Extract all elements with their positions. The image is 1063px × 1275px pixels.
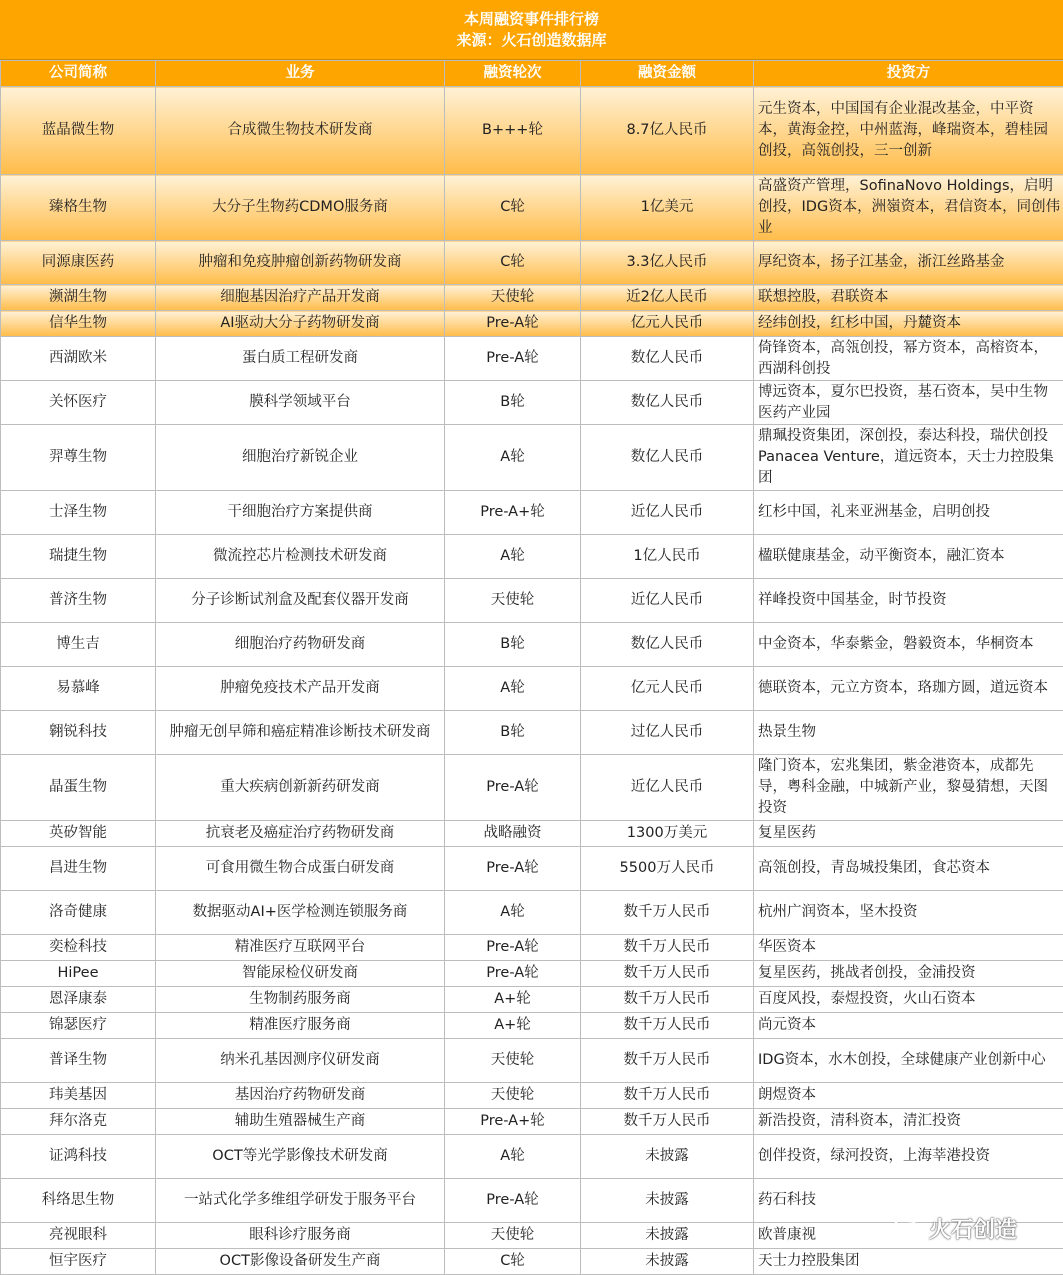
- cell-company: 科络思生物: [1, 1179, 156, 1223]
- table-row: [1, 821, 1063, 847]
- title-block: [0, 0, 1063, 60]
- table-row: [1, 175, 1063, 241]
- cell-company: 拜尔洛克: [1, 1109, 156, 1135]
- cell-investors: 联想控股，君联资本: [754, 285, 1063, 311]
- cell-amount: 数千万人民币: [581, 1013, 754, 1039]
- cell-company: 锦瑟医疗: [1, 1013, 156, 1039]
- cell-company: 臻格生物: [1, 175, 156, 241]
- cell-business: 数据驱动AI+医学检测连锁服务商: [156, 891, 445, 935]
- cell-amount: 8.7亿人民币: [581, 87, 754, 175]
- cell-round: Pre-A轮: [445, 755, 581, 821]
- cell-round: A轮: [445, 667, 581, 711]
- table-row: [1, 1013, 1063, 1039]
- cell-investors: 杭州广润资本，坚木投资: [754, 891, 1063, 935]
- table-row: [1, 1249, 1063, 1275]
- table-row: [1, 285, 1063, 311]
- cell-business: 生物制药服务商: [156, 987, 445, 1013]
- cell-round: Pre-A+轮: [445, 491, 581, 535]
- cell-business: 抗衰老及癌症治疗药物研发商: [156, 821, 445, 847]
- cell-amount: 数千万人民币: [581, 1109, 754, 1135]
- cell-investors: 新浩投资，清科资本，清汇投资: [754, 1109, 1063, 1135]
- cell-round: C轮: [445, 1249, 581, 1275]
- cell-investors: 药石科技: [754, 1179, 1063, 1223]
- cell-business: 大分子生物药CDMO服务商: [156, 175, 445, 241]
- cell-investors: 红杉中国，礼来亚洲基金，启明创投: [754, 491, 1063, 535]
- table-row: [1, 935, 1063, 961]
- table-row: [1, 491, 1063, 535]
- cell-business: 一站式化学多维组学研发于服务平台: [156, 1179, 445, 1223]
- cell-round: 天使轮: [445, 579, 581, 623]
- cell-amount: 数千万人民币: [581, 961, 754, 987]
- table-row: [1, 87, 1063, 175]
- cell-company: 关怀医疗: [1, 381, 156, 425]
- cell-business: 辅助生殖器械生产商: [156, 1109, 445, 1135]
- cell-business: 合成微生物技术研发商: [156, 87, 445, 175]
- table-row: [1, 623, 1063, 667]
- cell-investors: 倚锋资本，高瓴创投，幂方资本，高榕资本，西湖科创投: [754, 337, 1063, 381]
- cell-round: 天使轮: [445, 285, 581, 311]
- cell-business: AI驱动大分子药物研发商: [156, 311, 445, 337]
- table-row: [1, 425, 1063, 491]
- col-header-amount: 融资金额: [581, 61, 754, 87]
- cell-investors: 朗煜资本: [754, 1083, 1063, 1109]
- cell-company: 昌进生物: [1, 847, 156, 891]
- cell-business: OCT等光学影像技术研发商: [156, 1135, 445, 1179]
- cell-amount: 未披露: [581, 1135, 754, 1179]
- table-row: [1, 711, 1063, 755]
- cell-amount: 数千万人民币: [581, 1039, 754, 1083]
- table-row: [1, 1083, 1063, 1109]
- cell-amount: 数千万人民币: [581, 1083, 754, 1109]
- cell-company: 翱锐科技: [1, 711, 156, 755]
- cell-amount: 数亿人民币: [581, 381, 754, 425]
- cell-company: 普译生物: [1, 1039, 156, 1083]
- cell-business: 可食用微生物合成蛋白研发商: [156, 847, 445, 891]
- table-row: [1, 961, 1063, 987]
- cell-business: OCT影像设备研发生产商: [156, 1249, 445, 1275]
- cell-business: 基因治疗药物研发商: [156, 1083, 445, 1109]
- cell-investors: 尚元资本: [754, 1013, 1063, 1039]
- table-row: [1, 755, 1063, 821]
- cell-investors: 欧普康视: [754, 1223, 1063, 1249]
- cell-investors: 复星医药，挑战者创投，金浦投资: [754, 961, 1063, 987]
- cell-business: 微流控芯片检测技术研发商: [156, 535, 445, 579]
- cell-amount: 近亿人民币: [581, 755, 754, 821]
- cell-company: 西湖欧米: [1, 337, 156, 381]
- cell-investors: 百度风投，泰煜投资，火山石资本: [754, 987, 1063, 1013]
- cell-amount: 未披露: [581, 1223, 754, 1249]
- cell-business: 膜科学领域平台: [156, 381, 445, 425]
- cell-amount: 近亿人民币: [581, 491, 754, 535]
- financing-table: [0, 60, 1063, 1275]
- table-row: [1, 535, 1063, 579]
- cell-company: 玮美基因: [1, 1083, 156, 1109]
- cell-company: 羿尊生物: [1, 425, 156, 491]
- cell-round: 战略融资: [445, 821, 581, 847]
- cell-investors: 华医资本: [754, 935, 1063, 961]
- cell-company: 同源康医药: [1, 241, 156, 285]
- cell-amount: 数亿人民币: [581, 337, 754, 381]
- cell-business: 干细胞治疗方案提供商: [156, 491, 445, 535]
- cell-amount: 数千万人民币: [581, 987, 754, 1013]
- cell-amount: 5500万人民币: [581, 847, 754, 891]
- cell-round: B轮: [445, 381, 581, 425]
- sheet-title: 本周融资事件排行榜: [464, 9, 599, 30]
- cell-company: 恩泽康泰: [1, 987, 156, 1013]
- cell-investors: 博远资本，夏尔巴投资，基石资本，吴中生物医药产业园: [754, 381, 1063, 425]
- table-row: [1, 579, 1063, 623]
- cell-company: 瑞捷生物: [1, 535, 156, 579]
- cell-investors: IDG资本，水木创投，全球健康产业创新中心: [754, 1039, 1063, 1083]
- cell-company: HiPee: [1, 961, 156, 987]
- cell-investors: 经纬创投，红杉中国，丹麓资本: [754, 311, 1063, 337]
- cell-round: Pre-A轮: [445, 337, 581, 381]
- cell-amount: 1亿美元: [581, 175, 754, 241]
- cell-round: A+轮: [445, 987, 581, 1013]
- cell-investors: 天士力控股集团: [754, 1249, 1063, 1275]
- cell-investors: 热景生物: [754, 711, 1063, 755]
- cell-round: A轮: [445, 891, 581, 935]
- table-row: [1, 891, 1063, 935]
- cell-amount: 近亿人民币: [581, 579, 754, 623]
- cell-amount: 数亿人民币: [581, 623, 754, 667]
- cell-round: A+轮: [445, 1013, 581, 1039]
- table-row: [1, 847, 1063, 891]
- cell-company: 英矽智能: [1, 821, 156, 847]
- cell-business: 纳米孔基因测序仪研发商: [156, 1039, 445, 1083]
- cell-investors: 楹联健康基金，动平衡资本，融汇资本: [754, 535, 1063, 579]
- cell-company: 证鸿科技: [1, 1135, 156, 1179]
- cell-round: Pre-A轮: [445, 935, 581, 961]
- cell-business: 智能尿检仪研发商: [156, 961, 445, 987]
- cell-investors: 隆门资本，宏兆集团，紫金港资本，成都先导，粤科金融，中城新产业，黎曼猜想，天图投资: [754, 755, 1063, 821]
- cell-business: 精准医疗服务商: [156, 1013, 445, 1039]
- cell-round: A轮: [445, 1135, 581, 1179]
- cell-company: 蓝晶微生物: [1, 87, 156, 175]
- cell-company: 士泽生物: [1, 491, 156, 535]
- cell-round: B轮: [445, 711, 581, 755]
- cell-company: 亮视眼科: [1, 1223, 156, 1249]
- table-row: [1, 1039, 1063, 1083]
- cell-business: 分子诊断试剂盒及配套仪器开发商: [156, 579, 445, 623]
- table-row: [1, 667, 1063, 711]
- watermark-text: 火石创造: [929, 1213, 1017, 1244]
- cell-company: 信华生物: [1, 311, 156, 337]
- cell-amount: 3.3亿人民币: [581, 241, 754, 285]
- cell-business: 肿瘤和免疫肿瘤创新药物研发商: [156, 241, 445, 285]
- cell-company: 洛奇健康: [1, 891, 156, 935]
- cell-round: 天使轮: [445, 1083, 581, 1109]
- cell-amount: 1亿人民币: [581, 535, 754, 579]
- cell-investors: 高盛资产管理，SofinaNovo Holdings，启明创投，IDG资本，洲嶺资本，君信资本，同创伟业: [754, 175, 1063, 241]
- sheet-source: 来源：火石创造数据库: [456, 30, 606, 51]
- watermark: [893, 1208, 1043, 1248]
- cell-investors: 元生资本，中国国有企业混改基金，中平资本，黄海金控，中州蓝海，峰瑞资本，碧桂园创投，高瓴创投，三一创新: [754, 87, 1063, 175]
- table-row: [1, 381, 1063, 425]
- cell-amount: 未披露: [581, 1179, 754, 1223]
- table-row: [1, 311, 1063, 337]
- cell-company: 奕检科技: [1, 935, 156, 961]
- header-row: [1, 61, 1063, 87]
- cell-company: 易慕峰: [1, 667, 156, 711]
- cell-amount: 数千万人民币: [581, 891, 754, 935]
- cell-investors: 中金资本，华泰紫金，磐毅资本，华桐资本: [754, 623, 1063, 667]
- cell-business: 蛋白质工程研发商: [156, 337, 445, 381]
- cell-company: 晶蛋生物: [1, 755, 156, 821]
- cell-investors: 高瓴创投，青岛城投集团，食芯资本: [754, 847, 1063, 891]
- table-row: [1, 987, 1063, 1013]
- cell-amount: 1300万美元: [581, 821, 754, 847]
- cell-business: 细胞基因治疗产品开发商: [156, 285, 445, 311]
- table-body: [1, 87, 1063, 1275]
- cell-round: Pre-A轮: [445, 1179, 581, 1223]
- cell-business: 细胞治疗新锐企业: [156, 425, 445, 491]
- col-header-round: 融资轮次: [445, 61, 581, 87]
- table-row: [1, 241, 1063, 285]
- cell-company: 恒宇医疗: [1, 1249, 156, 1275]
- cell-amount: 亿元人民币: [581, 667, 754, 711]
- cell-amount: 过亿人民币: [581, 711, 754, 755]
- cell-round: C轮: [445, 175, 581, 241]
- cell-investors: 创伴投资，绿河投资，上海莘港投资: [754, 1135, 1063, 1179]
- cell-company: 普济生物: [1, 579, 156, 623]
- cell-business: 肿瘤无创早筛和癌症精准诊断技术研发商: [156, 711, 445, 755]
- cell-company: 博生吉: [1, 623, 156, 667]
- cell-round: Pre-A轮: [445, 847, 581, 891]
- cell-amount: 数亿人民币: [581, 425, 754, 491]
- cell-investors: 鼎珮投资集团，深创投，泰达科投，瑞伏创投Panacea Venture，道远资本，天士力控股集团: [754, 425, 1063, 491]
- cell-business: 重大疾病创新新药研发商: [156, 755, 445, 821]
- cell-round: B轮: [445, 623, 581, 667]
- cell-business: 精准医疗互联网平台: [156, 935, 445, 961]
- cell-investors: 厚纪资本，扬子江基金，浙江丝路基金: [754, 241, 1063, 285]
- cell-investors: 祥峰投资中国基金，时节投资: [754, 579, 1063, 623]
- cell-round: 天使轮: [445, 1039, 581, 1083]
- table-row: [1, 1135, 1063, 1179]
- table-row: [1, 1109, 1063, 1135]
- col-header-company: 公司简称: [1, 61, 156, 87]
- col-header-investors: 投资方: [754, 61, 1063, 87]
- table-row: [1, 337, 1063, 381]
- wechat-icon: [893, 1215, 923, 1241]
- cell-amount: 近2亿人民币: [581, 285, 754, 311]
- cell-round: 天使轮: [445, 1223, 581, 1249]
- cell-round: C轮: [445, 241, 581, 285]
- cell-business: 肿瘤免疫技术产品开发商: [156, 667, 445, 711]
- cell-amount: 数千万人民币: [581, 935, 754, 961]
- cell-amount: 未披露: [581, 1249, 754, 1275]
- cell-business: 细胞治疗药物研发商: [156, 623, 445, 667]
- cell-round: B+++轮: [445, 87, 581, 175]
- cell-business: 眼科诊疗服务商: [156, 1223, 445, 1249]
- cell-round: A轮: [445, 425, 581, 491]
- cell-round: Pre-A轮: [445, 311, 581, 337]
- cell-round: Pre-A轮: [445, 961, 581, 987]
- col-header-business: 业务: [156, 61, 445, 87]
- cell-amount: 亿元人民币: [581, 311, 754, 337]
- cell-round: Pre-A+轮: [445, 1109, 581, 1135]
- cell-investors: 复星医药: [754, 821, 1063, 847]
- cell-company: 濒湖生物: [1, 285, 156, 311]
- cell-round: A轮: [445, 535, 581, 579]
- cell-investors: 德联资本，元立方资本，珞珈方圆，道远资本: [754, 667, 1063, 711]
